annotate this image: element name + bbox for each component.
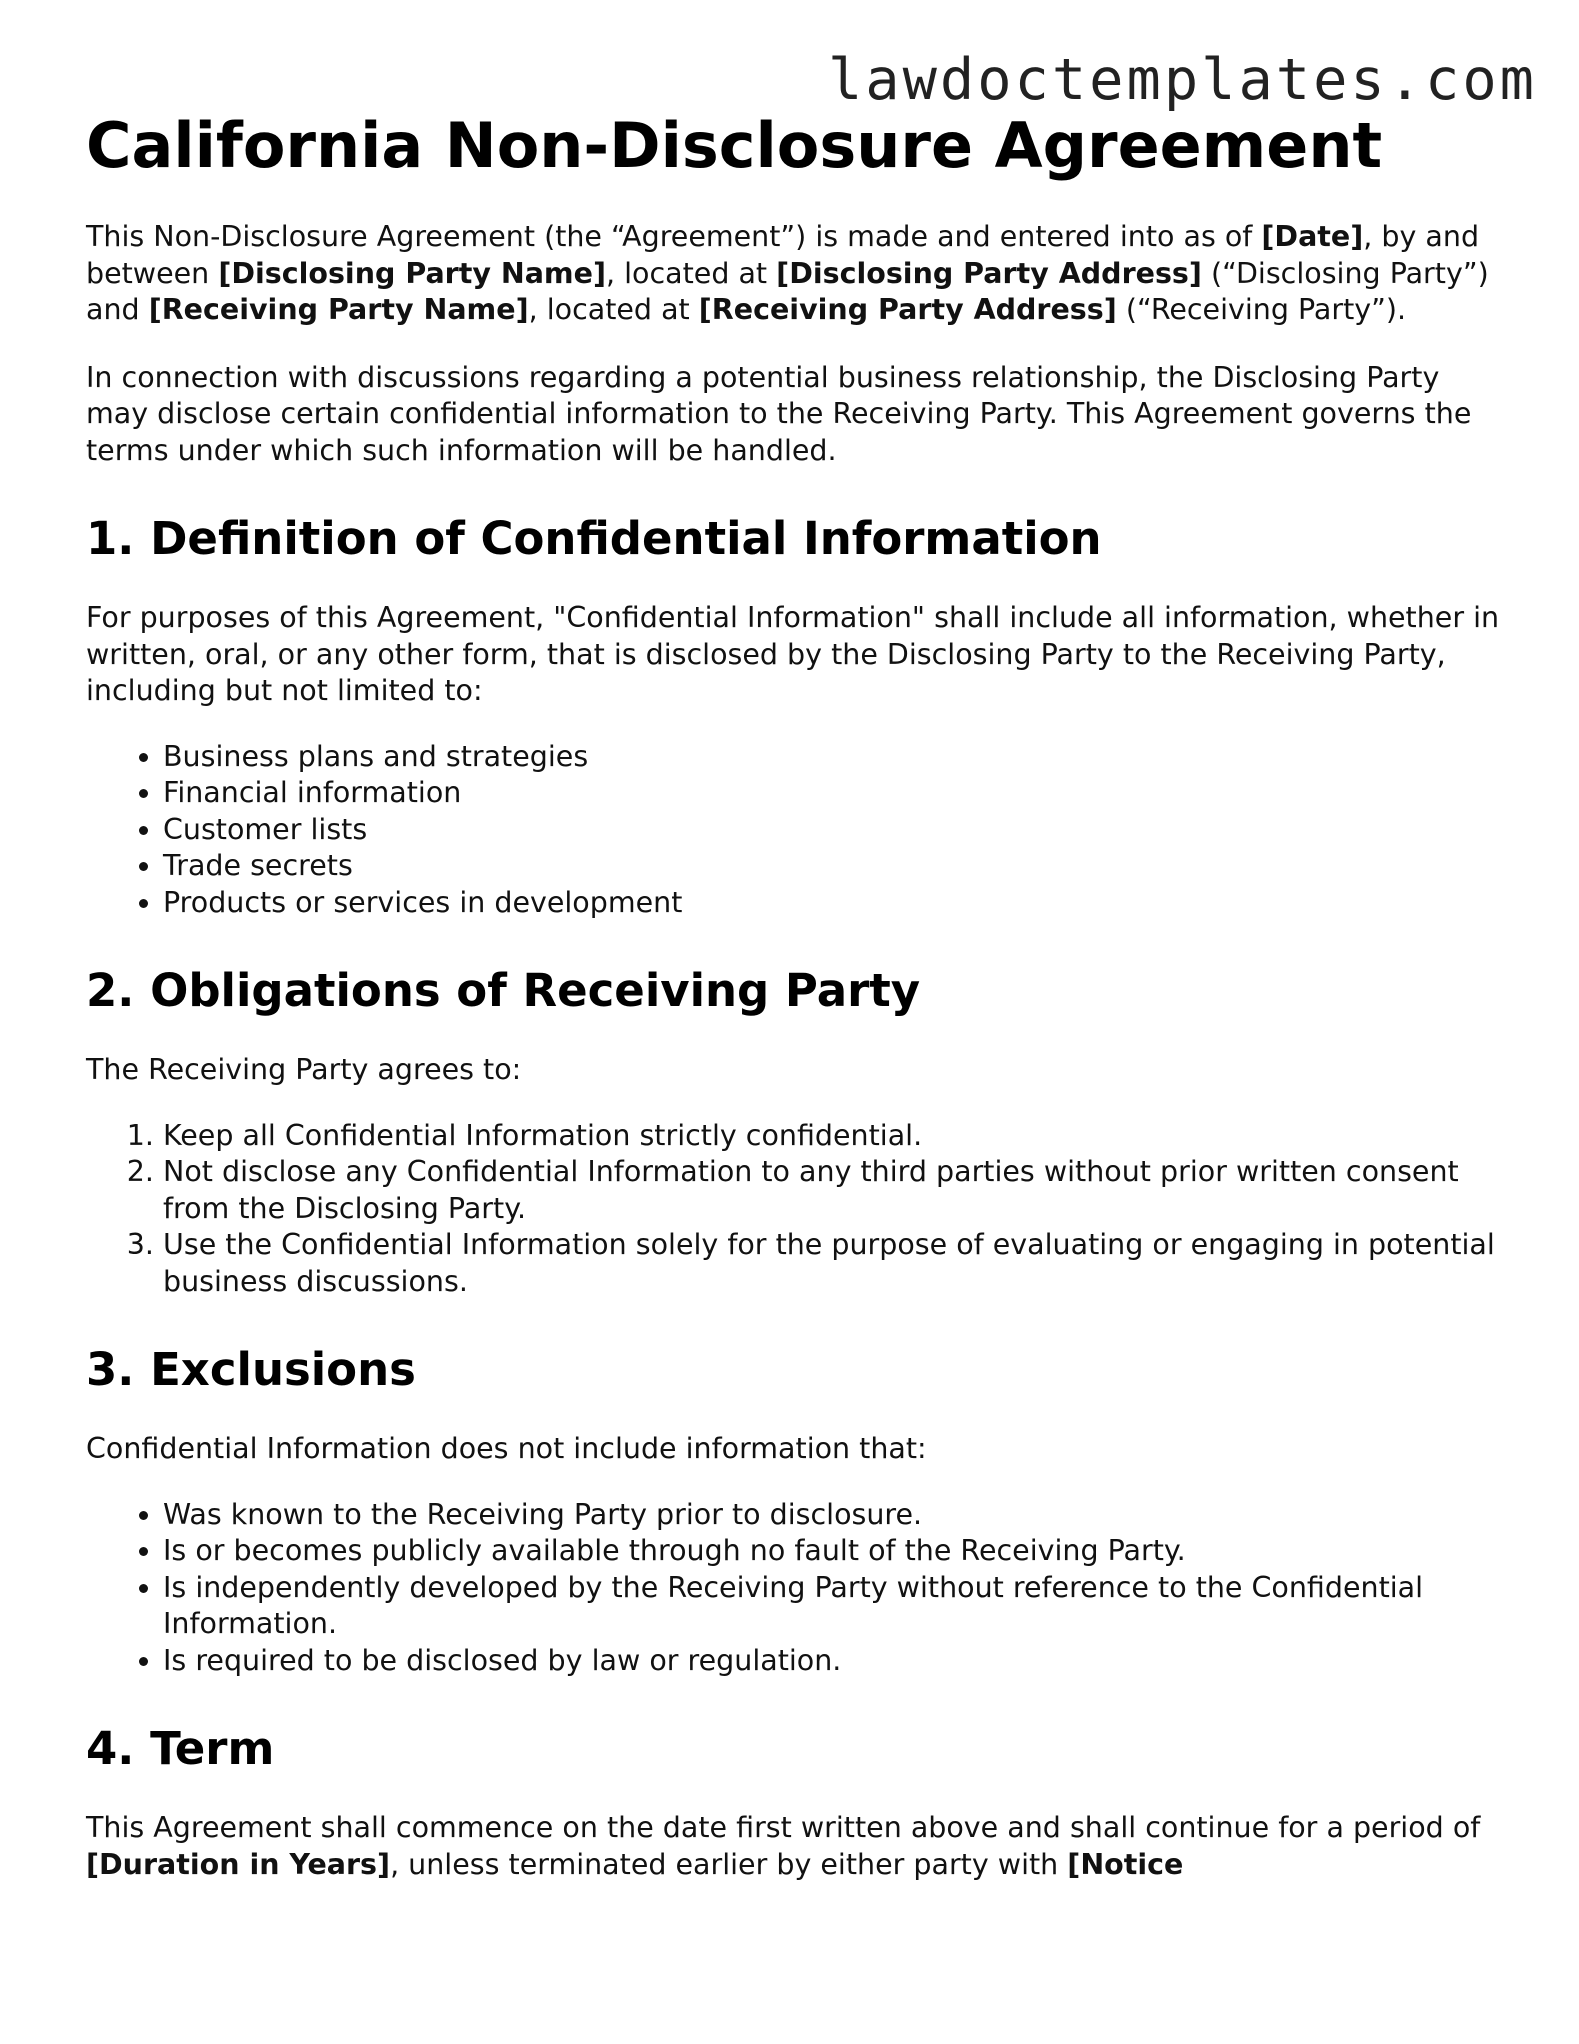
document-page	[86, 105, 1506, 1914]
term-text: This Agreement shall commence on the date first written above and shall continue for a period of	[86, 1811, 1481, 1844]
section-1-text: For purposes of this Agreement, "Confidential Information" shall include all information, whether in written, oral, or any other form, that is disclosed by the Disclosing Party to the Receiving Party, including but not limited to:	[86, 601, 1500, 707]
intro-text: , located at	[606, 256, 777, 290]
list-item: • Is required to be disclosed by law or regulation.	[163, 1643, 1506, 1680]
list-item: 1. Keep all Confidential Information strictly confidential.	[163, 1118, 1506, 1155]
disclosing-party-name-placeholder: [Disclosing Party Name]	[218, 256, 606, 290]
intro-text: (“Disclosing Party”) and	[86, 256, 1489, 326]
section-1-heading: 1. Definition of Confidential Information	[86, 512, 1102, 565]
list-item: 2. Not disclose any Confidential Information to any third parties without prior written consent from the Disclosing Party.	[163, 1154, 1506, 1227]
intro-paragraph	[86, 219, 1506, 329]
intro-text: This Non-Disclosure Agreement (the “Agreement”) is made and entered into as of	[86, 220, 1262, 253]
term-text: , unless terminated earlier by either party with	[390, 1847, 1068, 1881]
confidential-info-list	[86, 739, 1506, 922]
list-item: • Is independently developed by the Receiving Party without reference to the Confidential Information.	[163, 1570, 1506, 1643]
intro-text: , located at	[528, 293, 699, 326]
obligations-list	[86, 1118, 1506, 1301]
disclosing-party-address-placeholder: [Disclosing Party Address]	[776, 256, 1202, 290]
list-item: • Products or services in development	[163, 885, 1506, 922]
list-item: • Financial information	[163, 775, 1506, 812]
purpose-paragraph: In connection with discussions regarding a potential business relationship, the Disclosing Party may disclose certain confidential information to the Receiving Party. This Agreement governs the terms under which such information will be handled.	[86, 360, 1472, 467]
receiving-party-address-placeholder: [Receiving Party Address]	[698, 293, 1117, 326]
site-watermark: lawdoctemplates.com	[827, 47, 1537, 113]
section-2-text: The Receiving Party agrees to:	[86, 1053, 522, 1086]
section-2-heading: 2. Obligations of Receiving Party	[86, 964, 921, 1017]
list-item: • Was known to the Receiving Party prior to disclosure.	[163, 1497, 1506, 1534]
list-item: • Is or becomes publicly available through no fault of the Receiving Party.	[163, 1533, 1506, 1570]
duration-placeholder: [Duration in Years]	[86, 1847, 391, 1881]
date-placeholder: [Date]	[1261, 220, 1364, 253]
intro-text: (“Receiving Party”).	[1116, 293, 1407, 326]
intro-text: , by and between	[86, 220, 1480, 290]
section-3-heading: 3. Exclusions	[86, 1343, 416, 1396]
exclusions-list	[86, 1497, 1506, 1680]
list-item: 3. Use the Confidential Information solely for the purpose of evaluating or engaging in potential business discussions.	[163, 1227, 1506, 1300]
document-title: California Non-Disclosure Agreement	[86, 109, 1383, 182]
list-item: • Trade secrets	[163, 848, 1506, 885]
notice-placeholder: [Notice	[1067, 1847, 1184, 1881]
section-4-heading: 4. Term	[86, 1722, 275, 1775]
list-item: • Business plans and strategies	[163, 739, 1506, 776]
section-4-text	[86, 1810, 1506, 1883]
receiving-party-name-placeholder: [Receiving Party Name]	[148, 293, 529, 326]
section-3-text: Confidential Information does not include information that:	[86, 1432, 927, 1465]
list-item: • Customer lists	[163, 812, 1506, 849]
